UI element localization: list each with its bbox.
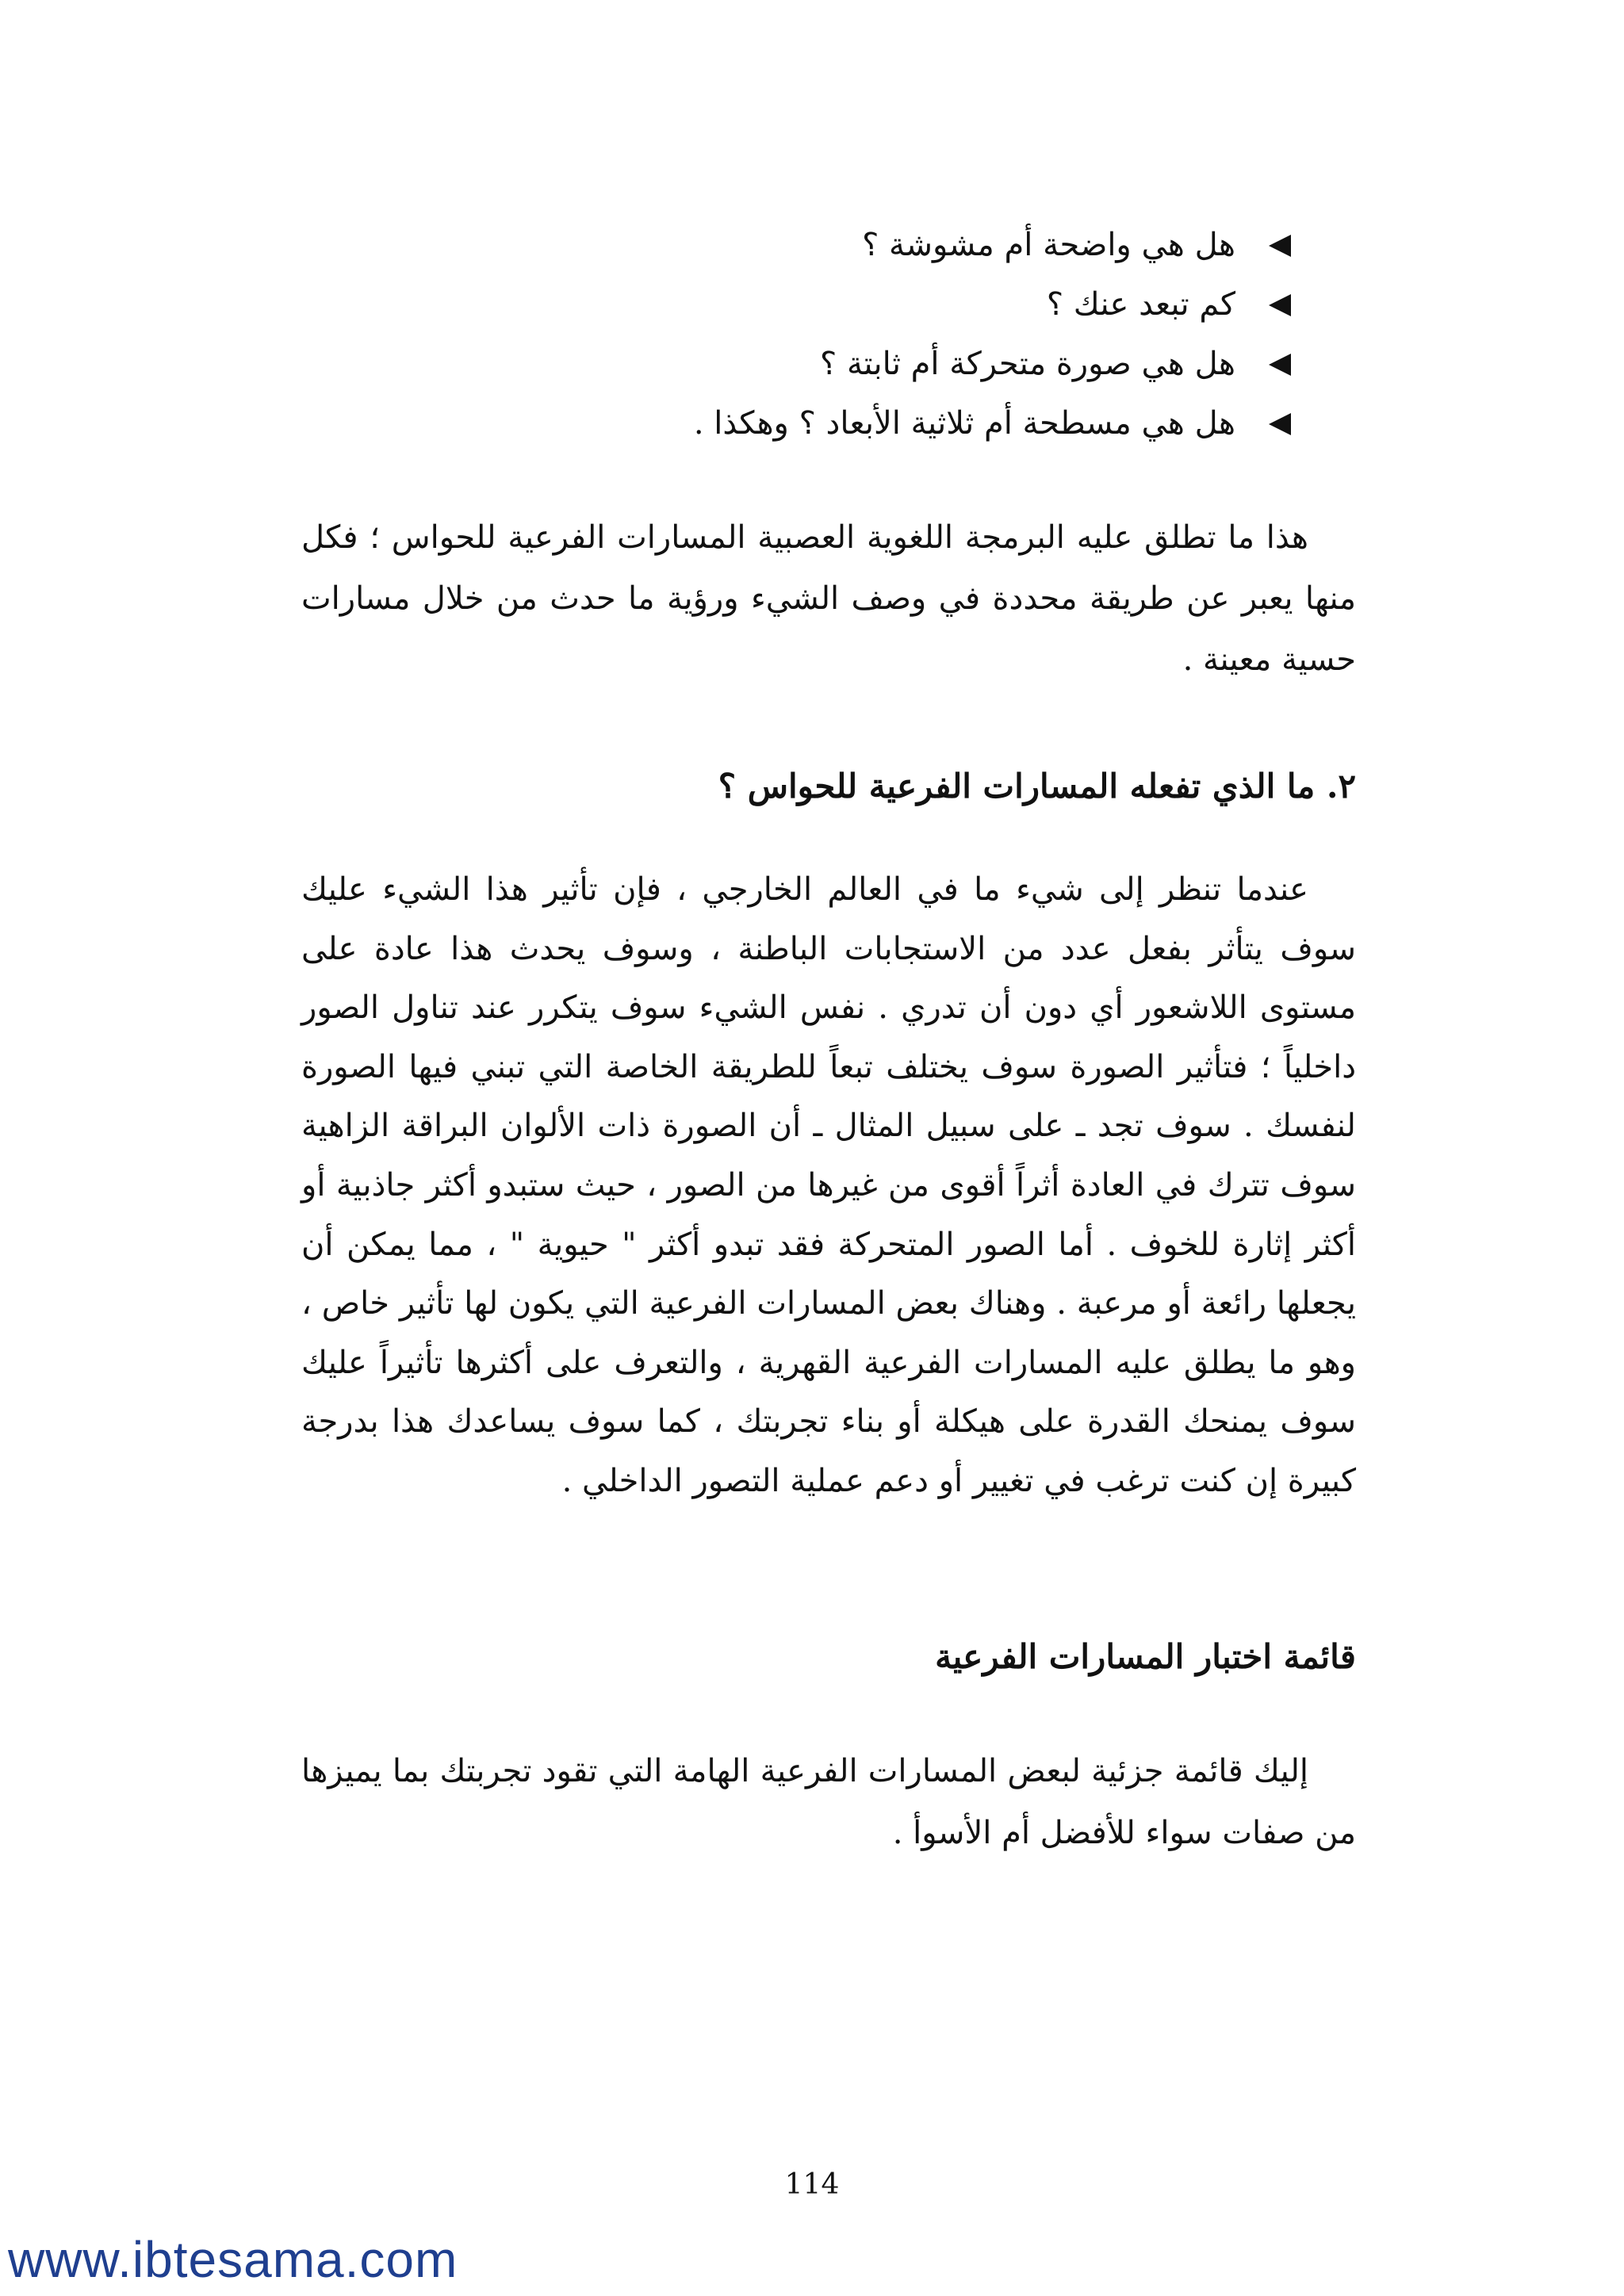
bullet-text: هل هي واضحة أم مشوشة ؟ <box>862 227 1235 263</box>
triangle-bullet-icon <box>1269 294 1291 316</box>
intro-paragraph-block <box>301 507 1356 691</box>
bullet-text: هل هي صورة متحركة أم ثابتة ؟ <box>820 346 1235 382</box>
body-paragraph-block <box>301 860 1356 1511</box>
bullet-text: هل هي مسطحة أم ثلاثية الأبعاد ؟ وهكذا . <box>693 405 1235 442</box>
triangle-bullet-icon <box>1269 413 1291 435</box>
intro-paragraph: هذا ما تطلق عليه البرمجة اللغوية العصبية المسارات الفرعية للحواس ؛ فكل منها يعبر عن طريقة محددة في وصف الشيء ورؤية ما حدث من خلال مسارات حسية معينة . <box>301 519 1356 678</box>
website-watermark: www.ibtesama.com <box>8 2231 458 2288</box>
body-paragraph: عندما تنظر إلى شيء ما في العالم الخارجي ، فإن تأثير هذا الشيء عليك سوف يتأثر بفعل عدد من الاستجابات الباطنة ، وسوف يحدث هذا عادة على مستوى اللاشعور أي دون أن تدري . نفس الشيء سوف يتكرر عند تناول الصور داخلياً ؛ فتأثير الصورة سوف يختلف تبعاً للطريقة الخاصة التي تبني فيها الصورة لنفسك . سوف تجد ـ على سبيل المثال ـ أن الصورة ذات الألوان البراقة الزاهية سوف تترك في العادة أثراً أقوى من غيرها من الصور ، حيث ستبدو أكثر جاذبية أو أكثر إثارة للخوف . أما الصور المتحركة فقد تبدو أكثر " حيوية " ، مما يمكن أن يجعلها رائعة أو مرعبة . وهناك بعض المسارات الفرعية التي يكون لها تأثير خاص ، وهو ما يطلق عليه المسارات الفرعية القهرية ، والتعرف على أكثرها تأثيراً عليك سوف يمنحك القدرة على هيكلة أو بناء تجربتك ، كما سوف يساعدك هذا بدرجة كبيرة إن كنت ترغب في تغيير أو دعم عملية التصور الداخلي . <box>301 871 1356 1499</box>
subsection-heading: قائمة اختبار المسارات الفرعية <box>935 1637 1356 1676</box>
list-intro-paragraph-block <box>301 1740 1356 1864</box>
section-heading: ٢. ما الذي تفعله المسارات الفرعية للحواس ؟ <box>718 767 1356 806</box>
bullet-item <box>498 275 1291 335</box>
triangle-bullet-icon <box>1269 235 1291 257</box>
triangle-bullet-icon <box>1269 354 1291 376</box>
page-number: 114 <box>784 2168 840 2201</box>
bullet-text: كم تبعد عنك ؟ <box>1046 286 1235 323</box>
bullet-item <box>498 394 1291 453</box>
list-intro-paragraph: إليك قائمة جزئية لبعض المسارات الفرعية الهامة التي تقود تجربتك بما يميزها من صفات سواء للأفضل أم الأسوأ . <box>301 1753 1356 1851</box>
bullet-item <box>498 216 1291 275</box>
question-bullet-list <box>498 216 1291 453</box>
bullet-item <box>498 335 1291 394</box>
